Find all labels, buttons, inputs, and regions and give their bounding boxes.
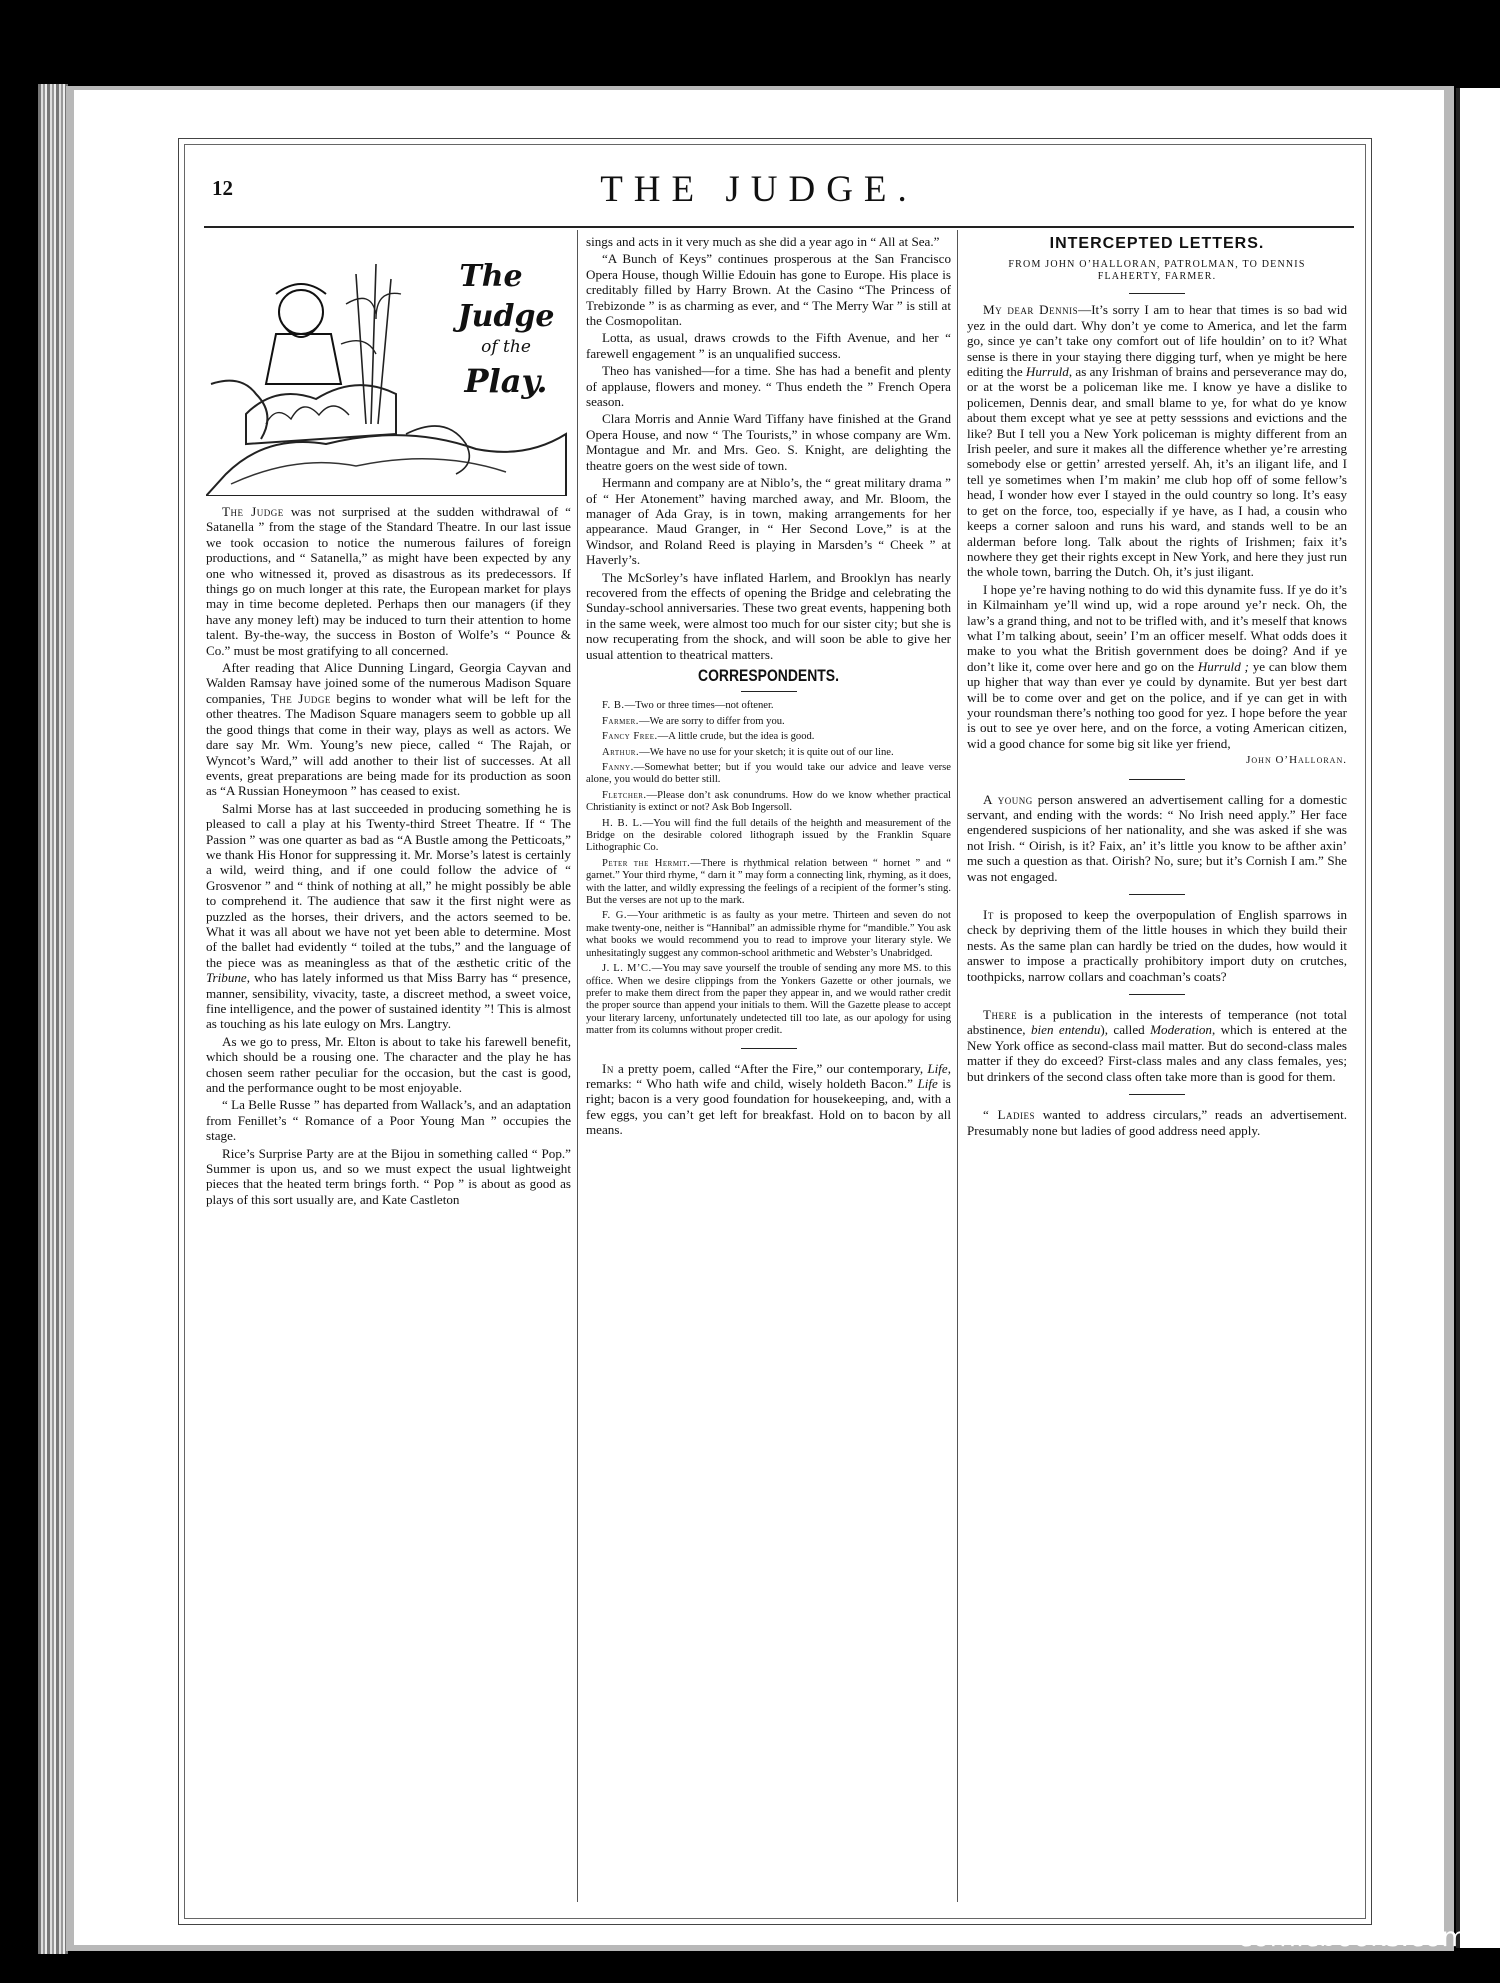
article-paragraph: Lotta, as usual, draws crowds to the Fifth Avenue, and her “ farewell engagement ” is an unqualified success.: [586, 330, 951, 361]
section-divider: [1129, 894, 1185, 895]
article-paragraph: Clara Morris and Annie Ward Tiffany have finished at the Grand Opera House, and now “ The Tourists,” in whose company are Wm. Montague and Mr. and Mrs. Geo. S. Knight, are delighting the theatre goers on the west side of town.: [586, 411, 951, 473]
letter-paragraph: I hope ye’re having nothing to do wid this dynamite fuss. If ye do it’s in Kilmainham ye’ll wind up, wid a rope around ye’r neck. Oh, the law’s a grand thing, and not to be trifled with, and it’s meself that knows what I’m talking about, seein’ I’m an officer meself. What odds does it make to you what the British government does be doing? And if ye don’t like it, come over here and go on the Hurruld ; ye can blow them up higher that way than ever ye could by dynamite. But yer best dart will be to come over and get on the police, and if ye can get in with your roundsman there’s nothing too good for yez. I hope before the year is out to see ye over here, and on the force, a voting American citizen, wid a good chance for some big sit like yer friend,: [967, 581, 1347, 751]
correspondent-entry: Arthur.—We have no use for your sketch; it is quite out of our line.: [602, 746, 894, 758]
correspondent-entry: Peter the Hermit.—There is rhythmical relation between “ hornet ” and “ garnet.” Your third rhyme, “ darn it ” may form a connecting link, rhyming, as it does, with the latter, and wildly expressing the feelings of a recipient of the former’s sting. But the verses are not up to the mark.: [586, 857, 951, 907]
correspondent-entry: H. B. L.—You will find the full details of the heighth and measurement of the Bridge on the desirable colored lithograph issued by the Franklin Square Lithographic Co.: [586, 817, 951, 854]
column-1: [206, 234, 571, 1209]
correspondent-entry: F. G.—Your arithmetic is as faulty as your metre. Thirteen and seven do not make twenty-one, neither is “Hannibal” an admissible rhyme for “mandible.” You ask what books we would recommend you to read to improve your literary style. We unhesitatingly suggest any common-school arithmetic and Webster’s Unabridged.: [586, 910, 951, 959]
letter-subtitle: FROM JOHN O’HALLORAN, PATROLMAN, TO DENNIS FLAHERTY, FARMER.: [1008, 259, 1306, 283]
heading-rule: [741, 691, 797, 692]
letter-paragraph: My dear Dennis—It’s sorry I am to hear that times is so bad wid yez in the ould dart. Why don’t ye come to America, and let the farm go, since ye can’t take ony comfort out of life houldin’ on to it? What sense is there in your staying there digging turf, when ye might be here editing the Hurruld, as any Irishman of brains and perseverance may do, or at the worst be a policeman like me. I know ye have a dislike to policemen, Dennis dear, and small blame to ye, for what do ye know about them except what ye see at petty sesssions and evictions and the like? But I tell you a New York policeman is mighty different from an Irish peeler, and sure it makes all the difference whether ye’re arresting somebody else or gettin’ arrested yerself. Ah, it’s an iligant life, and I tell ye sometimes when I’m makin’ me club hop off of some fellow’s head, I wonder how ever I stayed in the ould country so long. It’s easy to get on the force, too, especially if ye have, as I had, a cousin who keeps a corner saloon and runs his ward, and stands well to be an alderman before long. Talk about the rights of Irishmen; faix it’s nowhere they get their rights except in New York, and here they just run the whole town, barring the Dutch. Oh, it’s just iligant.: [967, 302, 1347, 580]
illustration-title-line-3: of the: [481, 337, 531, 357]
article-paragraph: The Judge was not surprised at the sudden withdrawal of “ Satanella ” from the stage of the Standard Theatre. In our last issue we took occasion to notice the numerous failures of foreign productions, and “ Satanella,” as might have been expected by any one who witnessed it, proved as disastrous as its predecessors. If things go on much longer at this rate, the European market for plays may in time become depleted. Perhaps then our managers (if they have any money left) may be induced to turn their attention to home talent. By-the-way, the success in Boston of Wolfe’s “ Pounce & Co.” must be most gratifying to all concerned.: [206, 504, 571, 658]
correspondents-heading: CORRESPONDENTS.: [698, 665, 839, 685]
article-paragraph: Salmi Morse has at last succeeded in producing something he is pleased to call a play at his Twenty-third Street Theatre. If “ The Passion ” was one quarter as bad as “A Bustle among the Petticoats,” we thank His Honor for suppressing it. Mr. Morse’s latest is certainly a wild, weird thing, and if one could follow the advice of “ Grosvenor ” and “ think of nothing at all,” he might possibly be able to comprehend it. The audience that saw it the first night were as puzzled as the horses, their drivers, and the actors seemed to be. What it was all about we have not yet been able to determine. Most of the ballet had evidently “ toiled at the tubs,” and the language of the piece was as meaningless as that of the æsthetic critic of the Tribune, who has lately informed us that Miss Barry has “ presence, manner, sensibility, vivacity, taste, a discreet method, a sweet voice, fine intelligence, and the power of sustained identity ”! This is almost as touching as his late eulogy on Mrs. Langtry.: [206, 800, 571, 1032]
page-number: 12: [212, 176, 233, 200]
masthead: THE JUDGE.: [600, 169, 918, 210]
correspondents-list: [586, 700, 951, 1037]
correspondent-entry: Farmer.—We are sorry to differ from you.: [602, 715, 785, 727]
newspaper-page: [74, 90, 1444, 1945]
column-3: [967, 234, 1347, 1140]
section-divider: [741, 1048, 797, 1049]
article-paragraph: sings and acts in it very much as she did a year ago in “ All at Sea.”: [586, 234, 940, 249]
column-rule-2: [957, 230, 958, 1902]
illustration-title-line-2: Judge: [457, 299, 555, 334]
correspondent-entry: F. B.—Two or three times—not oftener.: [602, 700, 774, 712]
correspondent-entry: Fletcher.—Please don’t ask conundrums. How do we know whether practical Christianity is extinct or not? Ask Bob Ingersoll.: [586, 789, 951, 814]
article-paragraph: Rice’s Surprise Party are at the Bijou in something called “ Pop.” Summer is upon us, and so we must expect the usual lightweight pieces that the heated term brings forth. “ Pop ” is about as good as plays of this sort usually are, and Kate Castleton: [206, 1145, 571, 1207]
article-paragraph: As we go to press, Mr. Elton is about to take his farewell benefit, which should be a rousing one. The character and the play he has chosen seem rather peculiar for the occasion, but the cast is good, and the performance ought to be most enjoyable.: [206, 1033, 571, 1096]
correspondent-entry: Fanny.—Somewhat better; but if you would take our advice and leave verse alone, you would do better still.: [586, 762, 951, 786]
article-paragraph: A young person answered an advertisement calling for a domestic servant, and ending with the words: “ No Irish need apply.” Her face engendered suspicions of her nationality, and she was asked if she was not Irish. “ Oirish, is it? Faix, an’ it’s little you know to be afther axin’ me such a question as that. Oirish? No, sure; but it’s Cornish I am.” She was not engaged.: [967, 791, 1347, 884]
section-divider: [1129, 994, 1185, 995]
article-paragraph: Theo has vanished—for a time. She has had a benefit and plenty of applause, flowers and money. “ Thus endeth the ” French Opera season.: [586, 363, 951, 410]
article-paragraph: It is proposed to keep the overpopulation of English sparrows in check by depriving them of the little houses in which they build their nests. As the same plan can hardly be tried on the dudes, how would it answer to impose a practically prohibitory import duty on crutches, toothpicks, narrow collars and coachman’s coats?: [967, 907, 1347, 984]
column-rule-1: [577, 230, 578, 1902]
heading-rule: [1129, 293, 1185, 294]
article-paragraph: The McSorley’s have inflated Harlem, and Brooklyn has nearly recovered from the effects of opening the Bridge and celebrating the Sunday-school anniversaries. These two great events, happening both in the same week, were almost too much for our sister city; but she is now recuperating from the shock, and will soon be able to give her usual attention to theatrical matters.: [586, 569, 951, 662]
article-paragraph: “ La Belle Russe ” has departed from Wallack’s, and an adaptation from Fenillet’s “ Romance of a Poor Young Man ” occupies the stage.: [206, 1097, 571, 1144]
book-binding: [38, 84, 68, 1954]
article-paragraph: “A Bunch of Keys” continues prosperous at the San Francisco Opera House, though Willie Edouin has gone to Europe. His place is creditably filled by Harry Brown. At the Casino “The Princess of Trebizonde ” is as charming as ever, and “ The Merry War ” is still at the Cosmopolitan.: [586, 251, 951, 329]
illustration-title-line-4: Play.: [464, 362, 548, 400]
correspondent-entry: J. L. M’C.—You may save yourself the trouble of sending any more MS. to this office. When we desire clippings from the Yonkers Gazette or other journals, we prefer to make them direct from the paper they appear in, and we would rather credit the proper source than append your initials to them. Will the Gazette please to accept your literary larceny, unfortunately undetected till too late, as our apology for using matter from its columns without proper credit.: [586, 963, 951, 1037]
illustration-title-line-1: The: [459, 259, 523, 294]
article-paragraph: In a pretty poem, called “After the Fire,” our contemporary, Life, remarks: “ Who hath wife and child, wisely holdeth Bacon.” Life is right; bacon is a very good foundation for housekeeping, and, with a few eggs, you can’t get left for breakfast. Hold on to bacon by all means.: [586, 1060, 951, 1138]
section-divider: [1129, 1094, 1185, 1095]
correspondent-entry: Fancy Free.—A little crude, but the idea is good.: [602, 731, 815, 743]
next-page-edge: [1456, 88, 1500, 1948]
letter-signature: John O’Halloran.: [1246, 754, 1347, 767]
article-paragraph: After reading that Alice Dunning Lingard, Georgia Cayvan and Walden Ramsay have joined some of the numerous Madison Square companies, The Judge begins to wonder what will be left for the other theatres. The Madison Square managers seem to gobble up all the good things that come in their way, plays as well as actors. We dare say Mr. Wm. Young’s new piece, called “ The Rajah, or Wyncot’s Ward,” will add another to their list of successes. At all events, great preparations are being made for its production as soon as “A Russian Honeymoon ” has ceased to exist.: [206, 660, 571, 799]
article-paragraph: Hermann and company are at Niblo’s, the “ great military drama ” of “ Her Atonement” having marched away, and Mr. Bloom, the manager of Ada Gray, is in town, making arrangements for her appearance. Maud Granger, in “ Her Second Love,” is at the Windsor, and Roland Reed is playing in Marsden’s “ Cheek ” at Haverly’s.: [586, 475, 951, 568]
judge-of-the-play-illustration: [206, 234, 571, 496]
intercepted-letters-heading: INTERCEPTED LETTERS.: [1049, 235, 1265, 252]
masthead-rule: [204, 226, 1354, 228]
article-paragraph: There is a publication in the interests of temperance (not total abstinence, bien entendu), called Moderation, which is entered at the New York office as second-class mail matter. But do second-class males matter if they do exceed? First-class males and any class females, yes; but drinkers of the second class often take more than is good for them.: [967, 1007, 1347, 1084]
section-divider: [1129, 779, 1185, 780]
article-paragraph: “ Ladies wanted to address circulars,” reads an advertisement. Presumably none but ladies of good address need apply.: [967, 1107, 1347, 1138]
watermark: comicbooks.com: [1237, 1922, 1468, 1953]
column-2: [586, 234, 951, 1140]
